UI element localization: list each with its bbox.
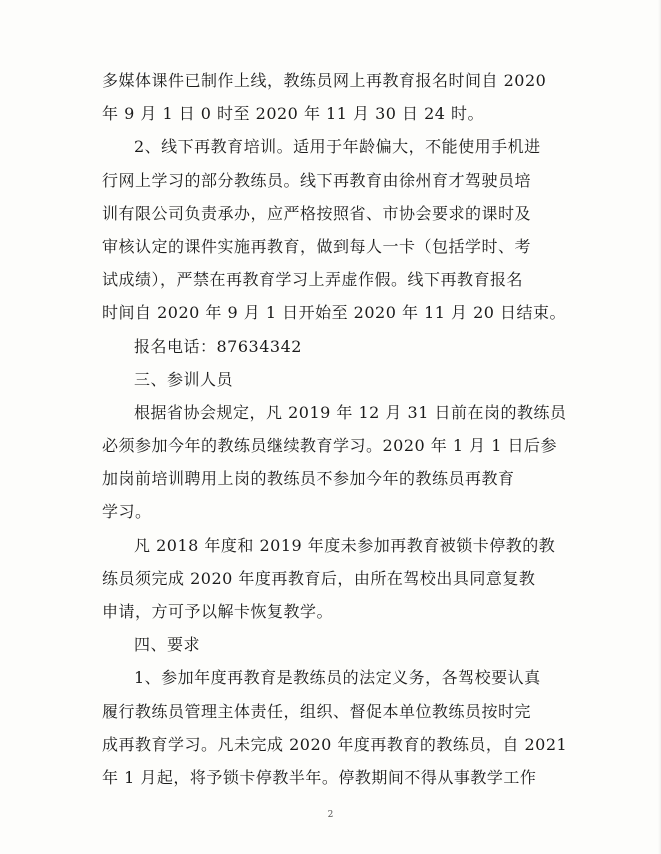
text-line: 行网上学习的部分教练员。线下再教育由徐州育才驾驶员培 <box>102 170 532 190</box>
section-heading: 四、要求 <box>134 635 201 655</box>
text-line: 时间自 2020 年 9 月 1 日开始至 2020 年 11 月 20 日结束。 <box>102 303 567 323</box>
text-line: 年 9 月 1 日 0 时至 2020 年 11 月 30 日 24 时。 <box>102 104 485 124</box>
text-line: 2、线下再教育培训。适用于年龄偏大，不能使用手机进 <box>134 137 541 157</box>
text-line: 审核认定的课件实施再教育，做到每人一卡（包括学时、考 <box>102 236 532 256</box>
text-line: 试成绩），严禁在再教育学习上弄虚作假。线下再教育报名 <box>102 270 524 290</box>
text-line: 履行教练员管理主体责任，组织、督促本单位教练员按时完 <box>102 701 532 721</box>
text-line: 年 1 月起，将予锁卡停教半年。停教期间不得从事教学工作 <box>102 767 537 787</box>
text-line: 1、参加年度再教育是教练员的法定义务，各驾校要认真 <box>134 668 541 688</box>
text-line: 练员须完成 2020 年度再教育后，由所在驾校出具同意复教 <box>102 568 536 588</box>
page-number: 2 <box>327 810 334 820</box>
text-line: 凡 2018 年度和 2019 年度未参加再教育被锁卡停教的教 <box>134 535 556 555</box>
text-line: 多媒体课件已制作上线，教练员网上再教育报名时间自 2020 <box>102 71 547 90</box>
text-line: 根据省协会规定，凡 2019 年 12 月 31 日前在岗的教练员 <box>134 402 567 422</box>
document-body <box>102 64 568 794</box>
registration-phone: 报名电话：87634342 <box>134 336 302 356</box>
text-line: 加岗前培训聘用上岗的教练员不参加今年的教练员再教育 <box>102 469 515 489</box>
text-line: 训有限公司负责承办，应严格按照省、市协会要求的课时及 <box>102 203 532 223</box>
text-line: 申请，方可予以解卡恢复教学。 <box>102 602 334 621</box>
text-line: 成再教育学习。凡未完成 2020 年度再教育的教练员，自 2021 <box>102 734 568 754</box>
text-line: 学习。 <box>102 502 152 522</box>
section-heading: 三、参训人员 <box>134 369 234 389</box>
text-line: 必须参加今年的教练员继续教育学习。2020 年 1 月 1 日后参 <box>102 436 558 456</box>
